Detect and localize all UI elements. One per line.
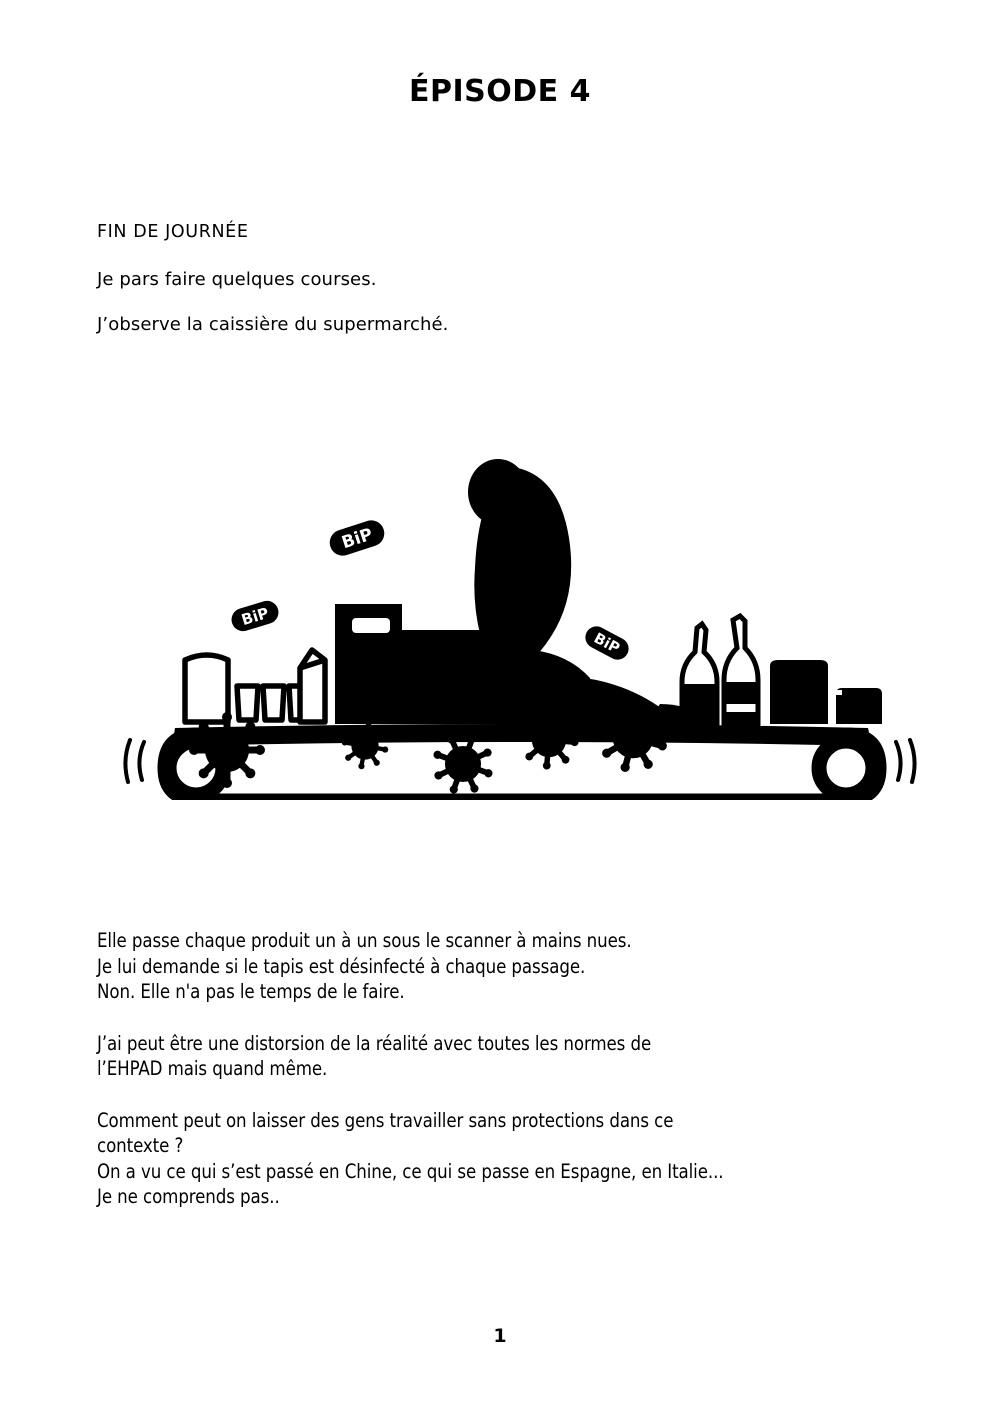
narrative-line: Je lui demande si le tapis est désinfecté à chaque passage. <box>97 954 586 978</box>
motion-lines-left <box>125 740 144 782</box>
bip-badge-upper <box>326 517 387 559</box>
narrative-line: Elle passe chaque produit un à un sous le scanner à mains nues. <box>97 929 632 952</box>
bip-badge-label: BiP <box>591 630 623 658</box>
wine-bottles <box>682 616 758 724</box>
narrative-paragraph-1 <box>97 928 876 1005</box>
narrative-line: contexte ? <box>97 1134 184 1157</box>
intro-heading: FIN DE JOURNÉE <box>97 222 249 242</box>
narrative-line: Non. Elle n'a pas le temps de le faire. <box>97 980 405 1003</box>
intro-line-2: J’observe la caissière du supermarché. <box>97 313 449 335</box>
page-number: 1 <box>493 1325 507 1347</box>
grocery-items-outlined <box>185 650 325 722</box>
grocery-items-solid <box>770 660 882 724</box>
narrative-line: J’ai peut être une distorsion de la réalité avec toutes les normes de <box>97 1031 652 1055</box>
illustration-supermarket-scene <box>120 428 920 800</box>
narrative-line: Je ne comprends pas.. <box>97 1185 280 1208</box>
bip-badge-label: BiP <box>339 524 376 554</box>
virus-particle <box>432 733 493 794</box>
narrative-line: On a vu ce qui s’est passé en Chine, ce qui se passe en Espagne, en Italie... <box>97 1159 724 1183</box>
page-title: ÉPISODE 4 <box>409 74 591 109</box>
bip-badge-left <box>229 598 282 634</box>
intro-text-block <box>97 222 857 336</box>
virus-particle <box>189 712 265 788</box>
bip-badge-label: BiP <box>239 603 271 630</box>
conveyor-roller-right <box>819 741 873 795</box>
register-display-slot <box>352 618 390 633</box>
cashier-silhouette <box>468 459 703 734</box>
narrative-paragraph-3 <box>97 1108 876 1210</box>
illustration-svg <box>120 428 920 800</box>
narrative-paragraph-2 <box>97 1031 876 1082</box>
narrative-text-block <box>97 928 917 1210</box>
bip-badge-right <box>582 622 633 663</box>
narrative-line: Comment peut on laisser des gens travailler sans protections dans ce <box>97 1108 674 1132</box>
narrative-line: l’EHPAD mais quand même. <box>97 1057 328 1080</box>
motion-lines-right <box>896 740 915 782</box>
intro-line-1: Je pars faire quelques courses. <box>97 269 377 290</box>
